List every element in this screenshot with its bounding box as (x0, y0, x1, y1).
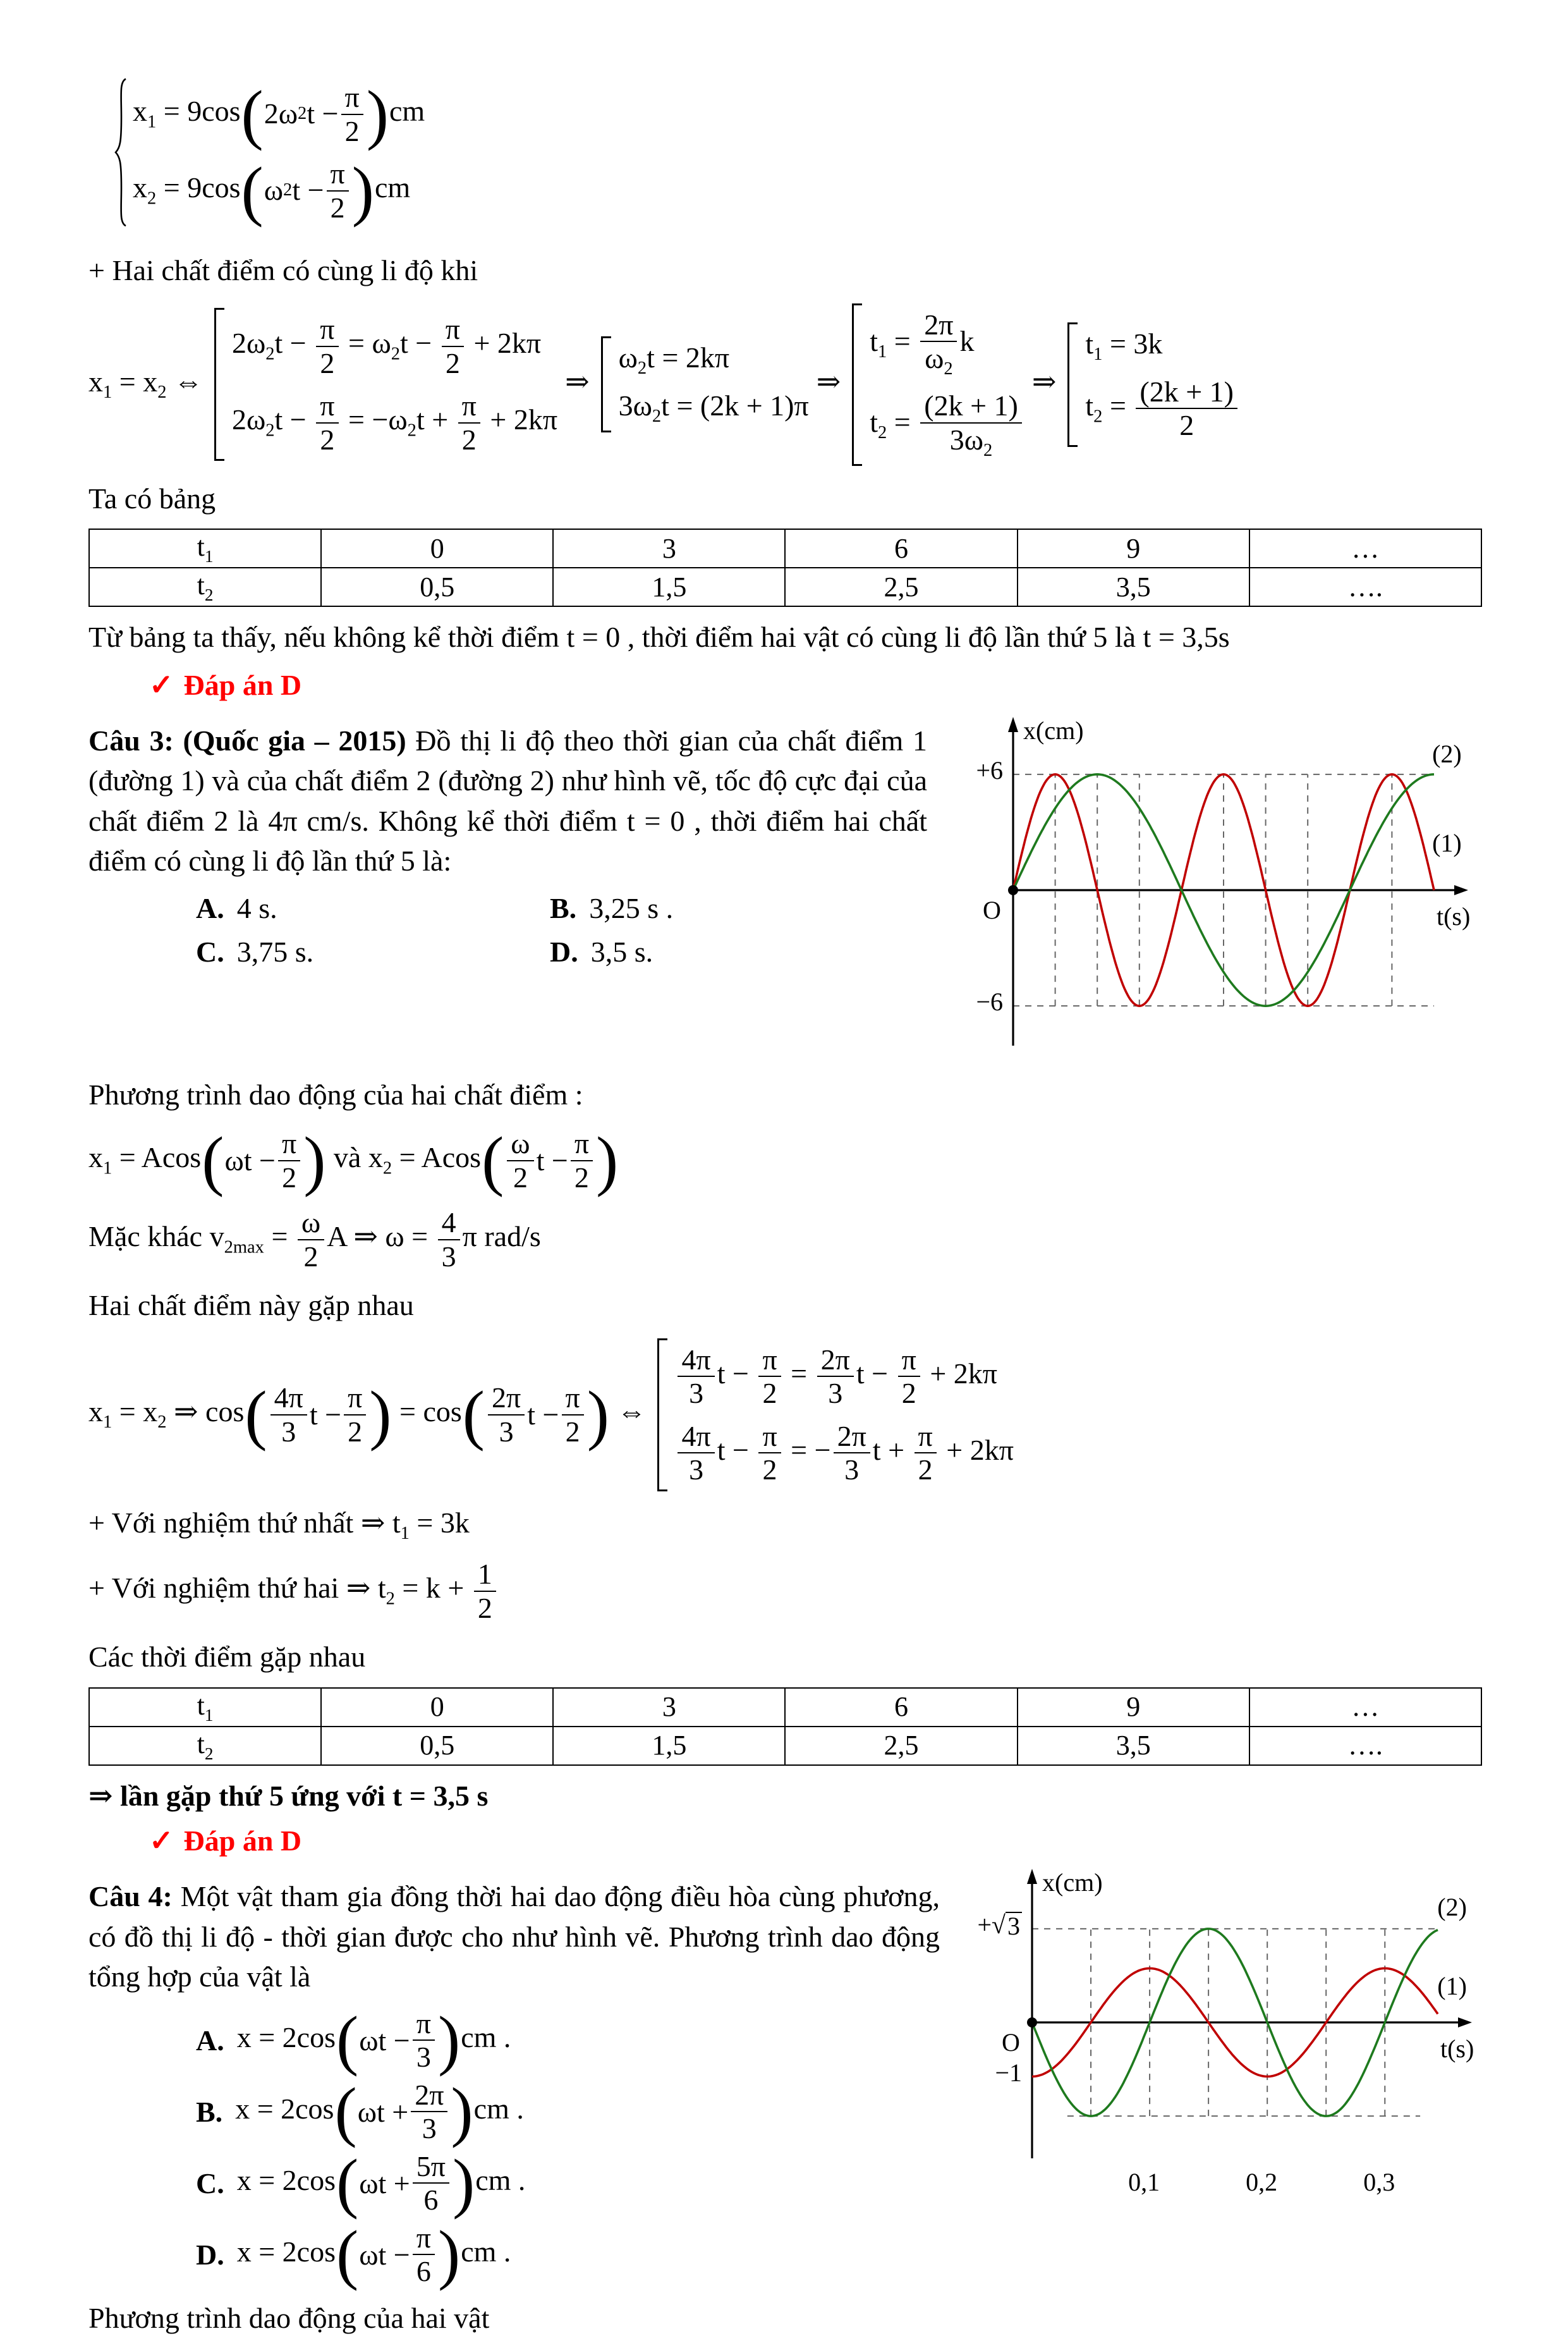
option-value: 3,25 s . (589, 891, 674, 924)
left-square-bracket (657, 1338, 667, 1491)
option-letter: B. (196, 2095, 223, 2128)
table-cell: $t_2$ (89, 1727, 321, 1765)
left-square-bracket (1067, 322, 1078, 447)
left-square-bracket (214, 308, 224, 461)
option-value: x = 2cos ( ωt + $\frac{2\pi}{3}$ ) cm . (235, 2074, 524, 2149)
table-cell: 9 (1018, 1688, 1249, 1727)
option-letter: D. (196, 2238, 224, 2271)
equation-nghiem-1: + Với nghiệm thứ nhất ⇒ $t_1 = 3k$ (88, 1506, 470, 1543)
left-square-bracket (601, 336, 611, 432)
cau4-text: Một vật tham gia đồng thời hai dao động điều hòa cùng phương, có đồ thị li độ - thời gian được cho như hình vẽ. Phương trình dao động tổng hợp của vật là (88, 1880, 940, 1993)
option-D (550, 935, 927, 969)
y-axis-label: x(cm) (1042, 1868, 1103, 1897)
option-value: 3,75 s. (236, 935, 314, 968)
checkmark-icon: ✓ (149, 668, 174, 701)
table-cell: 0,5 (321, 568, 553, 606)
text-pt-hai-vat: Phương trình dao động của hai vật (88, 2301, 490, 2334)
x-tick-label: 0,2 (1246, 2168, 1278, 2197)
chart-canvas (945, 711, 1482, 1065)
bracketed-cases: $2\omega_2t$ − $\frac{\pi}{2}$ = $\omega_2t$ − $\frac{\pi}{2}$ + 2kπ $2\omega_2t$ − $\frac{\pi}{2}$ = $-\omega_2t$ + $\frac{\pi}{2}$ + 2kπ (214, 308, 557, 461)
time-table-1 (88, 529, 1482, 607)
y-tick-label: + √ 3 (957, 1911, 1022, 1940)
origin-label: O (983, 895, 1001, 924)
equation-chain-1: $x_1 = x_2$ ⇔ $2\omega_2t$ − $\frac{\pi}{2}$ = $\omega_2t$ − $\frac{\pi}{2}$ + 2kπ $2\omega_2t$ − $\frac{\pi}{2}$ = $-\omega_2t$ + $\frac{\pi}{2}$ + 2kπ ⇒ $\omega_2t = 2k\pi$ $3\omega_2t = (2k + 1)\pi$ ⇒ $t_1$ = $\frac{2\pi}{\omega_2}$ k $t_2$ = $\frac{(2k + 1)}{3\omega_2}$ ⇒ $t_1 = 3k$ $t_2$ = $\frac{(2k + 1)}{2}$ (88, 303, 1482, 466)
table-cell: 3,5 (1018, 1727, 1249, 1765)
table-cell: 6 (785, 1688, 1017, 1727)
answer-line-1 (149, 668, 1482, 702)
option-letter: A. (196, 2024, 224, 2057)
cau3-graph (945, 711, 1482, 1065)
equation-mac-khac: Mặc khác $v_{2max}$ = $\frac{\omega}{2}$ A ⇒ ω = $\frac{4}{3}$ π rad/s (88, 1206, 541, 1273)
time-table-2 (88, 1687, 1482, 1766)
bracketed-cases: $t_1 = 3k$ $t_2$ = $\frac{(2k + 1)}{2}$ (1067, 322, 1240, 447)
series-label: (2) (1432, 740, 1462, 769)
table-cell: 3,5 (1018, 568, 1249, 606)
cau3-left-column (88, 711, 927, 974)
y-tick-label: −1 (995, 2058, 1022, 2087)
table-cell: 6 (785, 529, 1017, 568)
table-cell: 0 (321, 529, 553, 568)
answer-text: Đáp án D (183, 1825, 302, 1857)
option-letter: B. (550, 891, 577, 924)
series-label: (1) (1432, 828, 1462, 857)
table-row (89, 529, 1481, 568)
option-C (196, 2146, 940, 2220)
option-value: x = 2cos ( ωt − $\frac{\pi}{3}$ ) cm . (236, 2003, 511, 2077)
table-cell: 0 (321, 1688, 553, 1727)
text-lan-gap-5: ⇒ lần gặp thứ 5 ứng với t = 3,5 s (88, 1779, 489, 1812)
answer-text: Đáp án D (183, 668, 302, 701)
origin-label: O (1002, 2028, 1020, 2057)
cau4-section (88, 1866, 1482, 2348)
option-letter: C. (196, 935, 224, 968)
chart-canvas (957, 1866, 1482, 2208)
bracketed-cases: $\omega_2t = 2k\pi$ $3\omega_2t = (2k + 1)\pi$ (601, 336, 809, 432)
option-B (196, 2074, 940, 2149)
left-square-bracket (852, 303, 862, 466)
text-cung-li-do: + Hai chất điểm có cùng li độ khi (88, 254, 478, 287)
y-tick-label: −6 (976, 987, 1003, 1016)
table-cell: 1,5 (553, 1727, 785, 1765)
x-axis-label: t(s) (1440, 2034, 1474, 2064)
table-cell: 3 (553, 1688, 785, 1727)
table-cell: 3 (553, 529, 785, 568)
table-cell: $t_1$ (89, 529, 321, 568)
cau3-statement (88, 721, 927, 881)
equation-nghiem-2: + Với nghiệm thứ hai ⇒ $t_2 = k$ + $\frac{1}{2}$ (88, 1558, 1482, 1624)
cau4-graph (957, 1866, 1482, 2208)
table-cell: … (1249, 1688, 1481, 1727)
option-value: 4 s. (236, 891, 277, 924)
text-gap-nhau: Hai chất điểm này gặp nhau (88, 1289, 414, 1322)
option-value: x = 2cos ( ωt + $\frac{5\pi}{6}$ ) cm . (236, 2146, 526, 2220)
option-A (196, 2003, 940, 2077)
table-cell: $t_1$ (89, 1688, 321, 1727)
bracketed-cases: $\frac{4\pi}{3}$ t − $\frac{\pi}{2}$ = $\frac{2\pi}{3}$ t − $\frac{\pi}{2}$ + 2kπ $\frac{4\pi}{3}$ t − $\frac{\pi}{2}$ = − $\frac{2\pi}{3}$ t + $\frac{\pi}{2}$ + 2kπ (657, 1338, 1013, 1491)
option-value: 3,5 s. (590, 935, 653, 968)
option-B (550, 891, 927, 925)
table-cell: 2,5 (785, 568, 1017, 606)
table-row (89, 568, 1481, 606)
answer-line-2 (149, 1823, 1482, 1857)
table-cell: … (1249, 529, 1481, 568)
option-D (196, 2217, 940, 2292)
x-tick-label: 0,1 (1128, 2168, 1160, 2197)
cau4-left-column (88, 1866, 940, 2348)
cau3-section (88, 711, 1482, 1065)
y-axis-label: x(cm) (1023, 716, 1084, 745)
cau4-statement (88, 1876, 940, 1996)
equation-x1-x2-cau3: $x_1 = Acos$ ( ωt − $\frac{\pi}{2}$ ) và $x_2 = Acos$ ( $\frac{\omega}{2}$ t − $\frac{\pi}{2}$ ) (88, 1123, 619, 1197)
bracketed-cases: $t_1$ = $\frac{2\pi}{\omega_2}$ k $t_2$ = $\frac{(2k + 1)}{3\omega_2}$ (852, 303, 1024, 466)
text-conclusion-1: Từ bảng ta thấy, nếu không kể thời điểm t = 0 , thời điểm hai vật có cùng li độ lần thứ 5 là t = 3,5s (88, 621, 1230, 654)
option-C (196, 935, 550, 969)
bracketed-cases: $x_1 = 9\cos$ ( 2ω 2 t − $\frac{\pi}{2}$ ) cm $x_2 = 9\cos$ ( ω 2 t − $\frac{\pi}{2}$ ) cm (114, 76, 425, 229)
series-label: (2) (1437, 1893, 1467, 1922)
option-letter: D. (550, 935, 578, 968)
equation-system-x1-x2 (106, 76, 1482, 229)
cau4-options (88, 2003, 940, 2292)
table-row (89, 1727, 1481, 1765)
x-tick-label: 0,3 (1363, 2168, 1395, 2197)
text-cac-thoi-diem: Các thời điểm gặp nhau (88, 1641, 366, 1673)
cau4-label: Câu 4: (88, 1880, 173, 1913)
table-cell: 9 (1018, 529, 1249, 568)
table-cell: 2,5 (785, 1727, 1017, 1765)
cau3-options (196, 891, 927, 969)
y-tick-label: +6 (976, 755, 1003, 785)
equation-chain-2: $x_1 = x_2$ ⇒ cos ( $\frac{4\pi}{3}$ t − $\frac{\pi}{2}$ ) = cos ( $\frac{2\pi}{3}$ t − $\frac{\pi}{2}$ ) ⇔ $\frac{4\pi}{3}$ t − $\frac{\pi}{2}$ = $\frac{2\pi}{3}$ t − $\frac{\pi}{2}$ + 2kπ $\frac{4\pi}{3}$ t − $\frac{\pi}{2}$ = − $\frac{2\pi}{3}$ t + $\frac{\pi}{2}$ + 2kπ (88, 1338, 1482, 1491)
series-label: (1) (1437, 1972, 1467, 2001)
text-ta-co-bang: Ta có bảng (88, 482, 216, 515)
table-cell: 1,5 (553, 568, 785, 606)
option-letter: A. (196, 891, 224, 924)
cau3-label: Câu 3: (Quốc gia – 2015) (88, 724, 406, 757)
option-A (196, 891, 550, 925)
option-value: x = 2cos ( ωt − $\frac{\pi}{6}$ ) cm . (236, 2217, 511, 2292)
option-letter: C. (196, 2167, 224, 2199)
table-cell: 0,5 (321, 1727, 553, 1765)
cau3-text: Đồ thị li độ theo thời gian của chất điểm 1 (đường 1) và của chất điểm 2 (đường 2) như hình vẽ, tốc độ cực đại của chất điểm 2 là 4π cm/s. Không kể thời điểm t = 0 , thời điểm hai chất điểm có cùng li độ lần thứ 5 là: (88, 724, 927, 877)
table-cell: …. (1249, 568, 1481, 606)
text-pt-hai-chat-diem: Phương trình dao động của hai chất điểm : (88, 1078, 583, 1111)
table-cell: …. (1249, 1727, 1481, 1765)
x-axis-label: t(s) (1437, 902, 1471, 931)
table-row (89, 1688, 1481, 1727)
left-brace (114, 76, 128, 229)
checkmark-icon: ✓ (149, 1825, 174, 1857)
table-cell: $t_2$ (89, 568, 321, 606)
